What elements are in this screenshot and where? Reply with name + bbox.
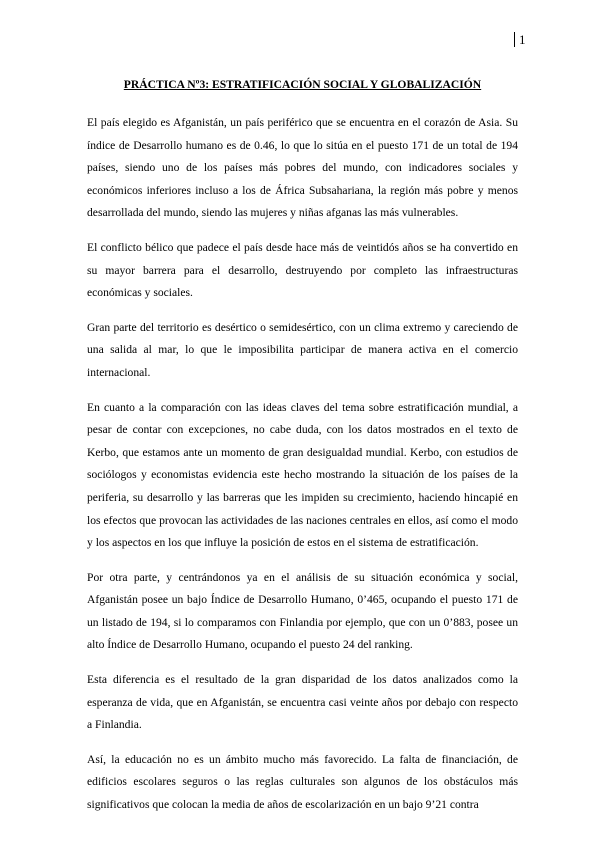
- paragraph-intro: El país elegido es Afganistán, un país periférico que se encuentra en el corazón de Asia. Su índice de Desarrollo humano es de 0.46, lo que lo sitúa en el puesto 171 de un total de 194 países, siendo uno de los países más pobres del mundo, con indicadores sociales y económicos inferiores incluso a los de África Subsahariana, la región más pobre y menos desarrollada del mundo, siendo las mujeres y niñas afganas las más vulnerables.: [87, 116, 518, 220]
- paragraph-education: Así, la educación no es un ámbito mucho más favorecido. La falta de financiación, de edificios escolares seguros o las reglas culturales son algunos de los obstáculos más significativos que colocan la media de años de escolarización en un bajo 9’21 contra: [87, 752, 518, 812]
- paragraph-idh: Por otra parte, y centrándonos ya en el análisis de su situación económica y social, Afganistán posee un bajo Índice de Desarrollo Humano, 0’465, ocupando el puesto 171 de un listado de 194, si lo comparamos con Finlandia por ejemplo, que con un 0’883, posee un alto Índice de Desarrollo Humano, ocupando el puesto 24 del ranking.: [87, 570, 518, 652]
- paragraph-kerbo: En cuanto a la comparación con las ideas claves del tema sobre estratificación mundial, a pesar de contar con excepciones, no cabe duda, con los datos mostrados en el texto de Kerbo, que estamos ante un momento de gran desigualdad mundial. Kerbo, con estudios de sociólogos y economistas evidencia este hecho mostrando la situación de los países de la periferia, su desarrollo y las barreras que les impiden su crecimiento, haciendo hincapié en los efectos que provocan las actividades de las naciones centrales en ellos, así como el modo y los aspectos en los que influye la posición de estos en el sistema de estratificación.: [87, 400, 518, 550]
- page-number-value: 1: [519, 32, 526, 47]
- paragraph-conflict: El conflicto bélico que padece el país desde hace más de veintidós años se ha convertido en su mayor barrera para el desarrollo, destruyendo por completo las infraestructuras económicas y sociales.: [87, 240, 518, 300]
- paragraph-territory: Gran parte del territorio es desértico o semidesértico, con un clima extremo y careciendo de una salida al mar, lo que le imposibilita participar de manera activa en el comercio internacional.: [87, 320, 518, 379]
- paragraph-life-expectancy: Esta diferencia es el resultado de la gran disparidad de los datos analizados como la esperanza de vida, que en Afganistán, se encuentra casi veinte años por debajo con respecto a Finlandia.: [87, 673, 518, 732]
- document-title: PRÁCTICA Nº3: ESTRATIFICACIÓN SOCIAL Y GLOBALIZACIÓN: [123, 78, 482, 91]
- document-body: [87, 77, 518, 817]
- page-number: [514, 32, 526, 48]
- page-number-divider: [514, 32, 515, 47]
